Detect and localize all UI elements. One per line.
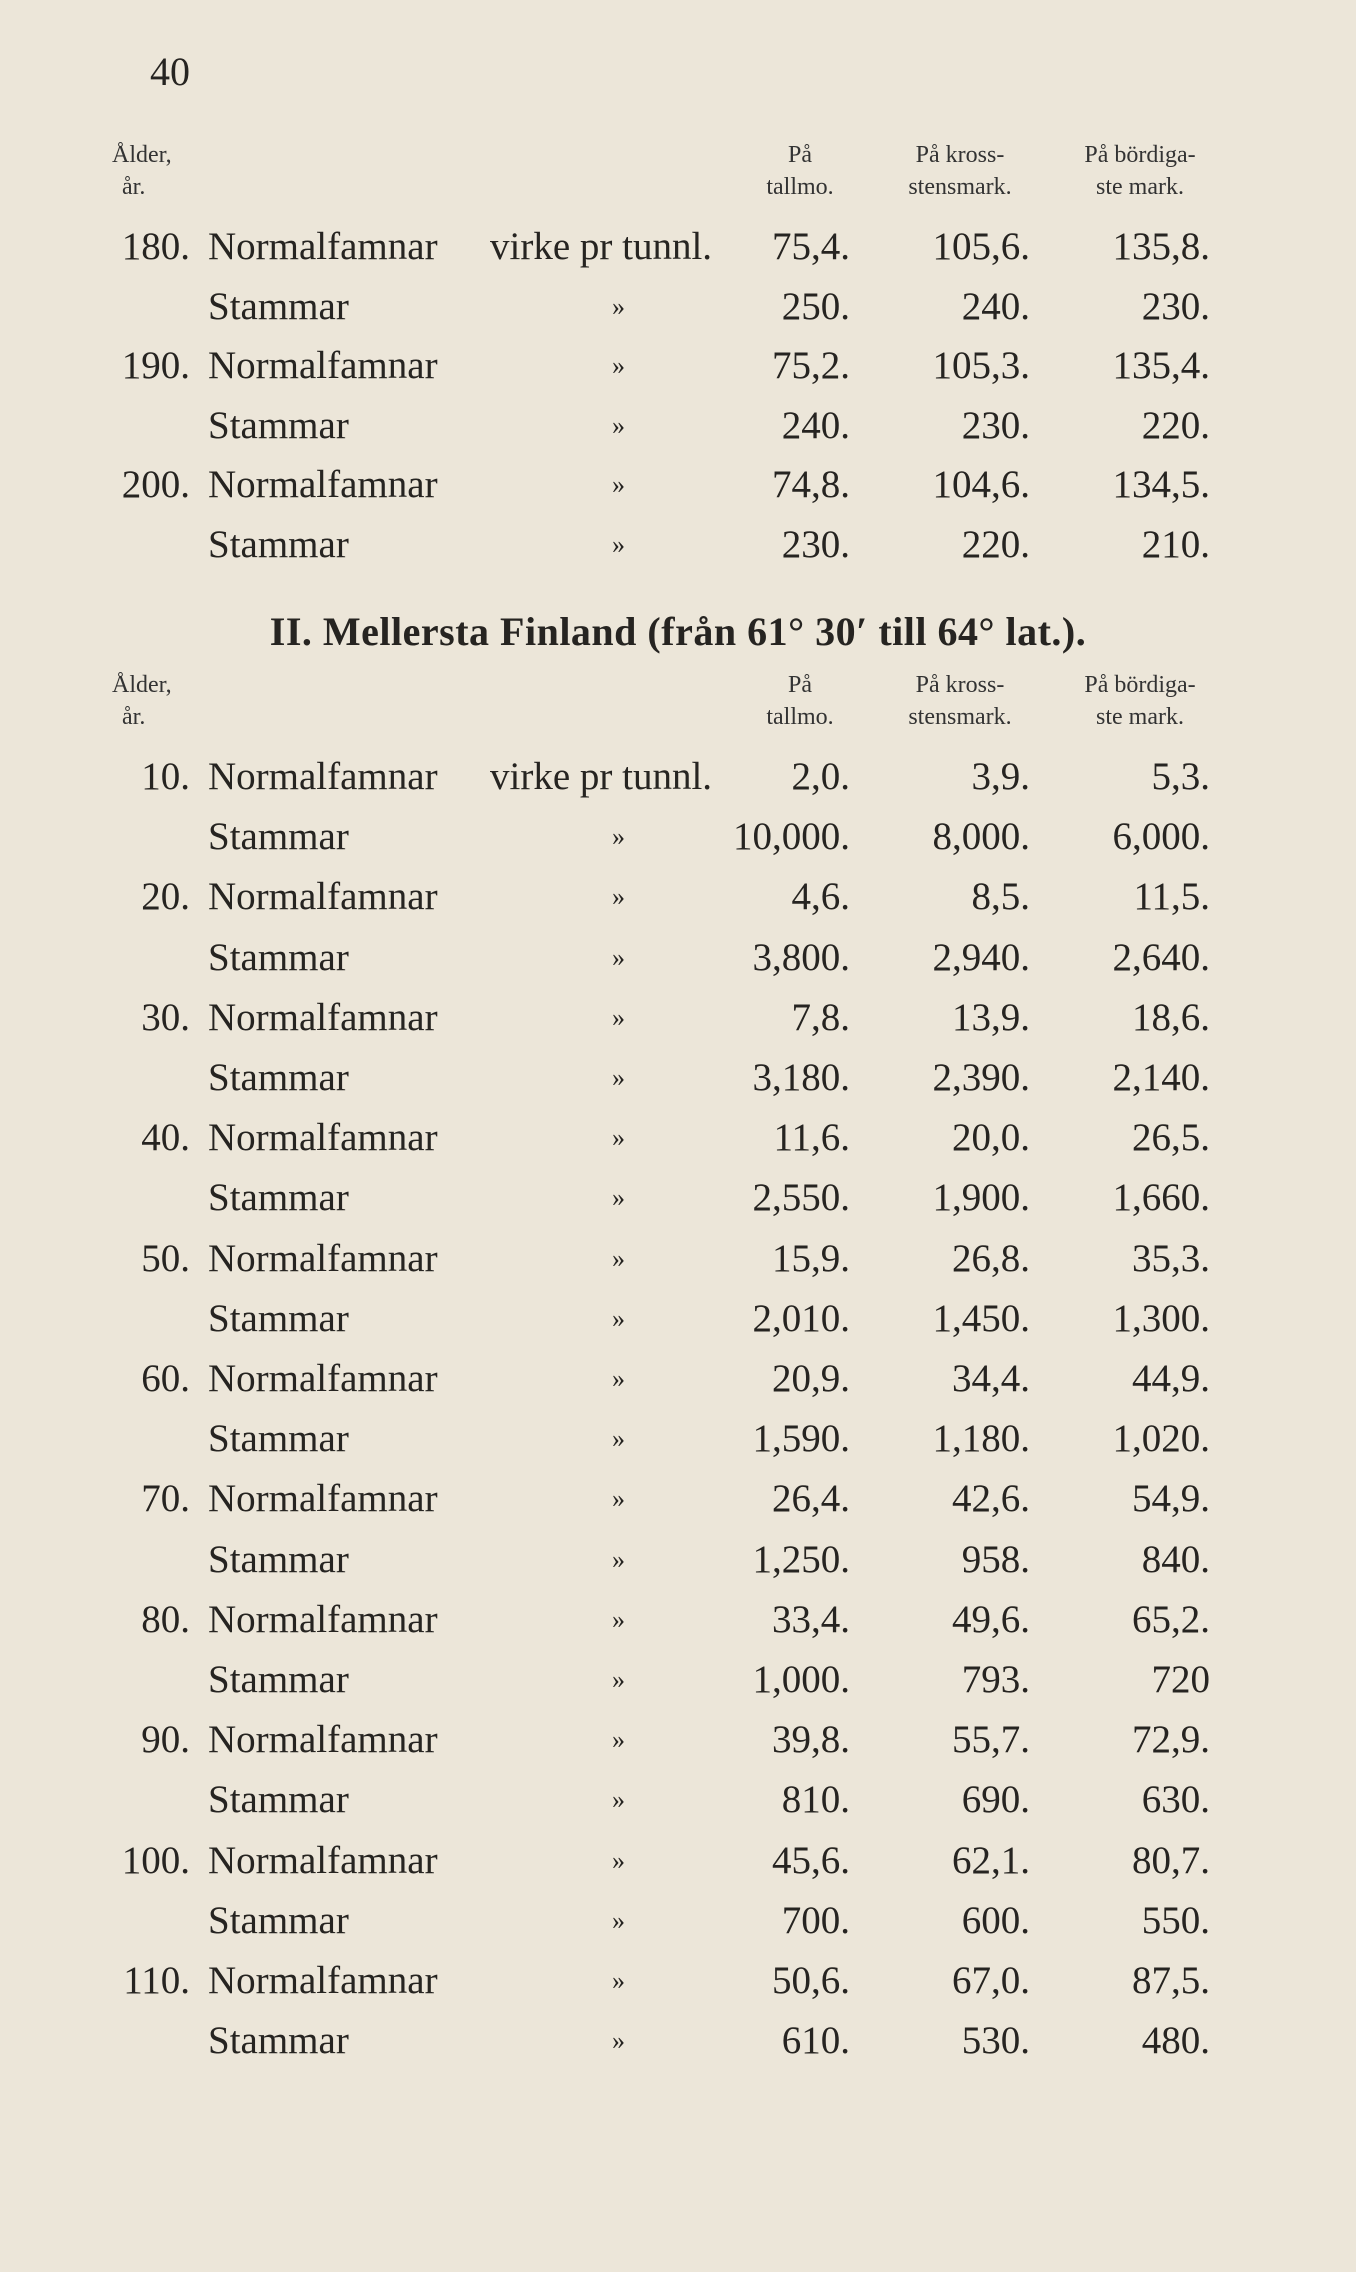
value-krosstensmark: 2,390. xyxy=(932,1056,1030,1099)
row-unit: virke pr tunnl. xyxy=(490,755,713,798)
table-row xyxy=(0,1173,1356,1223)
ditto-mark: » xyxy=(612,1183,625,1213)
value-tallmo: 26,4. xyxy=(772,1477,850,1521)
value-krosstensmark: 34,4. xyxy=(952,1357,1030,1400)
row-label: Stammar xyxy=(208,1537,349,1581)
value-tallmo: 240. xyxy=(781,403,850,447)
value-bordigaste-mark: 26,5. xyxy=(1132,1116,1210,1160)
header-col3-line2: ste mark. xyxy=(1096,174,1184,200)
value-bordigaste-mark: 6,000. xyxy=(1112,815,1210,859)
value-tallmo: 33,4. xyxy=(772,1597,850,1641)
ditto-mark: » xyxy=(612,291,625,321)
value-tallmo: 230. xyxy=(781,522,850,566)
value-krosstensmark: 1,900. xyxy=(932,1176,1030,1220)
ditto-mark: » xyxy=(612,1424,625,1454)
table-row xyxy=(0,812,1356,862)
value-bordigaste-mark: 72,9. xyxy=(1132,1718,1210,1762)
value-tallmo: 250. xyxy=(781,284,850,328)
header-col1-line2: tallmo. xyxy=(766,174,834,200)
value-krosstensmark: 1,450. xyxy=(932,1296,1030,1340)
row-age: 100. xyxy=(121,1838,190,1882)
value-tallmo: 1,590. xyxy=(752,1417,850,1461)
value-krosstensmark: 8,000. xyxy=(932,815,1030,859)
row-label: Stammar xyxy=(208,1056,349,1099)
table-row xyxy=(0,1354,1356,1404)
value-krosstensmark: 3,9. xyxy=(971,755,1030,798)
value-tallmo: 45,6. xyxy=(772,1838,850,1882)
table-row xyxy=(0,1053,1356,1103)
table-row xyxy=(0,1836,1356,1886)
ditto-mark: » xyxy=(612,410,625,440)
value-bordigaste-mark: 480. xyxy=(1141,2019,1210,2063)
value-krosstensmark: 600. xyxy=(961,1898,1030,1942)
header-age: Ålder, xyxy=(112,672,172,698)
ditto-mark: » xyxy=(612,1845,625,1875)
table-row xyxy=(0,1113,1356,1163)
ditto-mark: » xyxy=(612,470,625,499)
header-col2-line1: På kross- xyxy=(915,672,1005,698)
value-tallmo: 3,180. xyxy=(752,1056,850,1099)
value-tallmo: 1,000. xyxy=(752,1658,850,1701)
table-row xyxy=(0,520,1356,570)
table-row xyxy=(0,1896,1356,1946)
row-label: Stammar xyxy=(208,2019,349,2063)
value-bordigaste-mark: 210. xyxy=(1141,522,1210,566)
row-age: 200. xyxy=(121,463,190,506)
table-row xyxy=(0,933,1356,983)
ditto-mark: » xyxy=(612,1123,625,1153)
table-row xyxy=(0,1775,1356,1825)
row-label: Normalfamnar xyxy=(208,995,438,1039)
row-age: 50. xyxy=(141,1236,190,1280)
row-label: Normalfamnar xyxy=(208,344,438,387)
row-age: 60. xyxy=(141,1357,190,1400)
value-tallmo: 700. xyxy=(781,1898,850,1942)
ditto-mark: » xyxy=(612,2026,625,2056)
value-tallmo: 2,550. xyxy=(752,1176,850,1220)
value-krosstensmark: 67,0. xyxy=(952,1959,1030,2002)
row-age: 90. xyxy=(141,1718,190,1762)
value-krosstensmark: 13,9. xyxy=(952,995,1030,1039)
value-krosstensmark: 230. xyxy=(961,403,1030,447)
row-age: 30. xyxy=(141,995,190,1039)
table-row xyxy=(0,1535,1356,1585)
row-label: Normalfamnar xyxy=(208,1236,438,1280)
row-label: Stammar xyxy=(208,815,349,859)
ditto-mark: » xyxy=(612,1364,625,1393)
value-bordigaste-mark: 2,640. xyxy=(1112,935,1210,979)
ditto-mark: » xyxy=(612,1725,625,1755)
value-bordigaste-mark: 80,7. xyxy=(1132,1838,1210,1882)
value-tallmo: 2,010. xyxy=(752,1296,850,1340)
ditto-mark: » xyxy=(612,1604,625,1634)
value-tallmo: 39,8. xyxy=(772,1718,850,1762)
row-label: Stammar xyxy=(208,1176,349,1220)
table-row xyxy=(0,2016,1356,2066)
value-bordigaste-mark: 220. xyxy=(1141,403,1210,447)
value-bordigaste-mark: 135,8. xyxy=(1112,225,1210,268)
row-age: 10. xyxy=(141,755,190,798)
ditto-mark: » xyxy=(612,1544,625,1574)
ditto-mark: » xyxy=(612,1905,625,1935)
ditto-mark: » xyxy=(612,1966,625,1995)
row-age: 70. xyxy=(141,1477,190,1521)
row-label: Stammar xyxy=(208,1778,349,1822)
value-tallmo: 11,6. xyxy=(773,1116,850,1160)
row-label: Stammar xyxy=(208,1417,349,1461)
row-label: Normalfamnar xyxy=(208,225,438,268)
ditto-mark: » xyxy=(612,882,625,912)
value-tallmo: 74,8. xyxy=(772,463,850,506)
ditto-mark: » xyxy=(612,1303,625,1333)
value-krosstensmark: 220. xyxy=(961,522,1030,566)
value-bordigaste-mark: 1,020. xyxy=(1112,1417,1210,1461)
value-krosstensmark: 105,6. xyxy=(932,225,1030,268)
value-tallmo: 10,000. xyxy=(733,815,850,859)
value-tallmo: 50,6. xyxy=(772,1959,850,2002)
section-title: II. Mellersta Finland (från 61° 30′ till 64° lat.). xyxy=(269,609,1087,654)
table-row xyxy=(0,1655,1356,1705)
header-col2-line2: stensmark. xyxy=(908,174,1012,200)
table-row xyxy=(0,401,1356,451)
row-label: Normalfamnar xyxy=(208,1838,438,1882)
ditto-mark: » xyxy=(612,1785,625,1815)
header-col1-line1: På xyxy=(788,142,812,168)
row-label: Stammar xyxy=(208,935,349,979)
header-col3-line1: På bördiga- xyxy=(1084,142,1196,168)
value-krosstensmark: 793. xyxy=(961,1658,1030,1701)
value-krosstensmark: 958. xyxy=(961,1537,1030,1581)
row-label: Normalfamnar xyxy=(208,1116,438,1160)
value-krosstensmark: 105,3. xyxy=(932,344,1030,387)
table-row xyxy=(0,1956,1356,2006)
value-bordigaste-mark: 2,140. xyxy=(1112,1056,1210,1099)
row-label: Stammar xyxy=(208,522,349,566)
value-bordigaste-mark: 135,4. xyxy=(1112,344,1210,387)
row-age: 20. xyxy=(141,875,190,919)
value-bordigaste-mark: 230. xyxy=(1141,284,1210,328)
row-label: Normalfamnar xyxy=(208,1357,438,1400)
value-tallmo: 810. xyxy=(781,1778,850,1822)
header-col2-line2: stensmark. xyxy=(908,704,1012,730)
value-bordigaste-mark: 44,9. xyxy=(1132,1357,1210,1400)
row-label: Normalfamnar xyxy=(208,1597,438,1641)
value-tallmo: 610. xyxy=(781,2019,850,2063)
value-bordigaste-mark: 65,2. xyxy=(1132,1597,1210,1641)
page-number: 40 xyxy=(150,49,190,94)
value-bordigaste-mark: 840. xyxy=(1141,1537,1210,1581)
row-age: 40. xyxy=(141,1116,190,1160)
table-row xyxy=(0,872,1356,922)
table-row xyxy=(0,222,1356,272)
value-bordigaste-mark: 11,5. xyxy=(1133,875,1210,919)
header-age: Ålder, xyxy=(112,142,172,168)
table-row xyxy=(0,1294,1356,1344)
value-bordigaste-mark: 720 xyxy=(1151,1658,1210,1701)
table-row xyxy=(0,341,1356,391)
table-row xyxy=(0,1474,1356,1524)
ditto-mark: » xyxy=(612,529,625,559)
value-krosstensmark: 62,1. xyxy=(952,1838,1030,1882)
value-bordigaste-mark: 18,6. xyxy=(1132,995,1210,1039)
value-bordigaste-mark: 5,3. xyxy=(1151,755,1210,798)
value-krosstensmark: 26,8. xyxy=(952,1236,1030,1280)
header-col1-line2: tallmo. xyxy=(766,704,834,730)
value-tallmo: 75,2. xyxy=(772,344,850,387)
row-label: Stammar xyxy=(208,1658,349,1701)
ditto-mark: » xyxy=(612,1484,625,1514)
value-tallmo: 4,6. xyxy=(791,875,850,919)
header-col2-line1: På kross- xyxy=(915,142,1005,168)
value-krosstensmark: 49,6. xyxy=(952,1597,1030,1641)
value-krosstensmark: 8,5. xyxy=(971,875,1030,919)
value-krosstensmark: 42,6. xyxy=(952,1477,1030,1521)
table-row xyxy=(0,1715,1356,1765)
value-krosstensmark: 20,0. xyxy=(952,1116,1030,1160)
table-row xyxy=(0,1234,1356,1284)
value-tallmo: 20,9. xyxy=(772,1357,850,1400)
row-label: Normalfamnar xyxy=(208,1718,438,1762)
value-krosstensmark: 240. xyxy=(961,284,1030,328)
value-tallmo: 7,8. xyxy=(791,995,850,1039)
value-bordigaste-mark: 550. xyxy=(1141,1898,1210,1942)
ditto-mark: » xyxy=(612,822,625,852)
header-col3-line2: ste mark. xyxy=(1096,704,1184,730)
value-bordigaste-mark: 630. xyxy=(1141,1778,1210,1822)
row-label: Normalfamnar xyxy=(208,1959,438,2002)
ditto-mark: » xyxy=(612,1002,625,1032)
ditto-mark: » xyxy=(612,351,625,380)
value-tallmo: 75,4. xyxy=(772,225,850,268)
row-age: 190. xyxy=(121,344,190,387)
value-bordigaste-mark: 134,5. xyxy=(1112,463,1210,506)
table-row xyxy=(0,1414,1356,1464)
header-age-unit: år. xyxy=(122,174,146,200)
row-label: Stammar xyxy=(208,403,349,447)
value-krosstensmark: 1,180. xyxy=(932,1417,1030,1461)
value-bordigaste-mark: 1,300. xyxy=(1112,1296,1210,1340)
value-bordigaste-mark: 1,660. xyxy=(1112,1176,1210,1220)
table-row xyxy=(0,752,1356,802)
ditto-mark: » xyxy=(612,1243,625,1273)
row-age: 110. xyxy=(123,1959,190,2002)
ditto-mark: » xyxy=(612,1665,625,1694)
value-tallmo: 3,800. xyxy=(752,935,850,979)
value-krosstensmark: 104,6. xyxy=(932,463,1030,506)
row-label: Normalfamnar xyxy=(208,875,438,919)
row-label: Normalfamnar xyxy=(208,463,438,506)
value-tallmo: 1,250. xyxy=(752,1537,850,1581)
value-bordigaste-mark: 54,9. xyxy=(1132,1477,1210,1521)
header-col1-line1: På xyxy=(788,672,812,698)
value-krosstensmark: 690. xyxy=(961,1778,1030,1822)
header-col3-line1: På bördiga- xyxy=(1084,672,1196,698)
row-unit: virke pr tunnl. xyxy=(490,225,713,268)
row-age: 80. xyxy=(141,1597,190,1641)
table-row xyxy=(0,282,1356,332)
ditto-mark: » xyxy=(612,942,625,972)
value-krosstensmark: 55,7. xyxy=(952,1718,1030,1762)
value-bordigaste-mark: 87,5. xyxy=(1132,1959,1210,2002)
table-row xyxy=(0,1595,1356,1645)
row-label: Normalfamnar xyxy=(208,1477,438,1521)
value-bordigaste-mark: 35,3. xyxy=(1132,1236,1210,1280)
row-label: Stammar xyxy=(208,1296,349,1340)
row-label: Stammar xyxy=(208,284,349,328)
ditto-mark: » xyxy=(612,1063,625,1092)
value-krosstensmark: 2,940. xyxy=(932,935,1030,979)
table-row xyxy=(0,993,1356,1043)
row-label: Stammar xyxy=(208,1898,349,1942)
value-tallmo: 2,0. xyxy=(791,755,850,798)
value-tallmo: 15,9. xyxy=(772,1236,850,1280)
value-krosstensmark: 530. xyxy=(961,2019,1030,2063)
header-age-unit: år. xyxy=(122,704,146,730)
row-age: 180. xyxy=(121,225,190,268)
table-row xyxy=(0,460,1356,510)
row-label: Normalfamnar xyxy=(208,755,438,798)
